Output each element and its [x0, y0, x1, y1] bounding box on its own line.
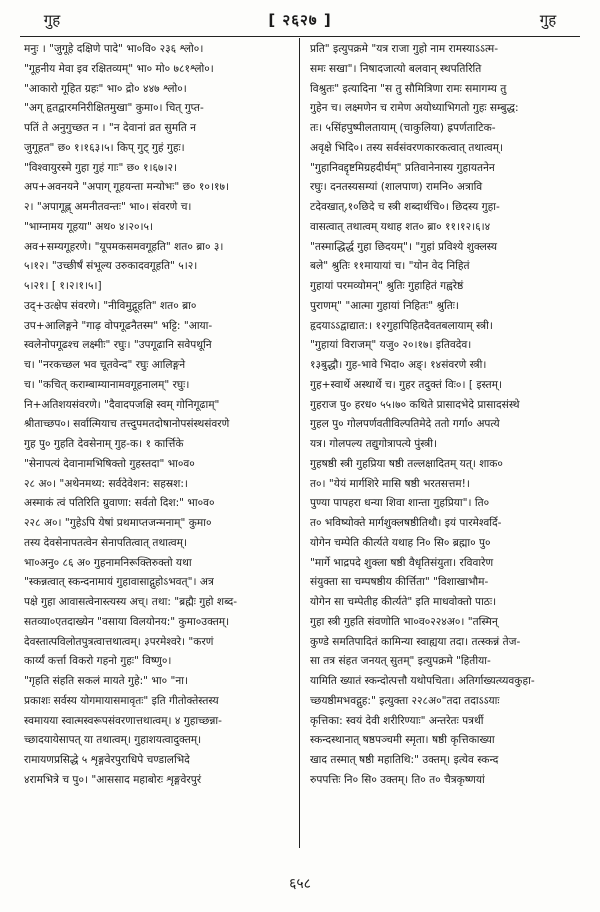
- text-line: रुपपत्तिः नि० सि० उक्तम्। ति० त० चैत्रकृष्णयां: [310, 773, 485, 786]
- text-line: "अग् हृतद्वारमनिरीक्षितमुखा" कुमा०। चित् गुप्त-: [24, 102, 204, 115]
- text-line: ४रामभित्रे च पु०। "आससाद महाबोरः शृङ्गवेरपुरं: [24, 773, 202, 786]
- text-line: गुहराज पु० हरध० ५५।७० कथिते प्रासादभेदे प्रासादसंस्थे: [310, 398, 520, 411]
- text-line: पक्षे गुहा आवासत्वेनास्त्यस्य अच्। तथा: "ब्रह्मैः गुहो शब्द-: [24, 596, 238, 608]
- text-line: च। "नरकच्छल भव चूतवेन्द" रघुः आलिङ्गने: [24, 359, 186, 371]
- text-line: ५।२१। [ १।२।१।५।]: [24, 280, 102, 292]
- right-running-head: गुह: [539, 11, 557, 29]
- text-line: अव+सम्यगूहरणे। "यूपमकसमवगूहति" शत० ब्रा० ३।: [24, 240, 224, 253]
- text-line: टदेवखात्,१०छिदे च स्त्री शब्दार्थचि०। छिदस्य गुहा-: [310, 201, 500, 213]
- text-line: "स्कन्नत्वात् स्कन्दनामायं गुहावासाद्गुहोऽभवत्"। अत्र: [24, 576, 214, 589]
- text-line: २२८ अ०। "गुहेऽपि येषां प्रथमाप्तजन्मनाम्" कुमा०: [24, 517, 212, 529]
- text-line: "विश्वायुरस्मे गुहा गुहं गाः" छ० १।६७।२।: [24, 161, 178, 174]
- text-line: गुहेन च। लक्ष्मणेन च रामेण अयोध्याभिगतो गुहः सम्बुद्ध:: [310, 102, 519, 115]
- text-line: गुह पु० गुहति देवसेनाम् गुह-क। १ कार्त्तिके: [24, 438, 184, 450]
- text-line: उद्+उत्क्षेप संवरणे। "नीविमुद्गूहति" शत० ब्रा०: [24, 299, 197, 312]
- text-line: कुण्डे समतिपादितं कामिन्या स्वाह्यया तदा। तत्स्कन्नं तेज-: [310, 635, 521, 648]
- text-line: रामायणप्रसिद्धे ५ शृङ्गवेरपुराधिपे चण्डालभिदे: [24, 754, 190, 766]
- text-line: कृत्तिका: स्वयं देवी शरीरिण्याः" अन्तरेतः पत्रर्थी: [310, 714, 484, 727]
- text-line: "सेनापत्यं देवानामभिषिक्तो गुहस्तदा" भा०व०: [24, 457, 195, 470]
- left-running-head: गुह: [43, 11, 61, 29]
- text-line: अप+अवनयने "अपाग् गूहयन्ता मन्योभः" छ० १०।१७।: [24, 181, 229, 194]
- text-line: ५।१२। "उच्छीर्षं संभूल्य उरुकादवगूहति" ५।२।: [24, 260, 198, 273]
- text-line: समः सखा"। निषादजात्यो बलवान् स्थपतिरिति: [310, 62, 482, 75]
- text-line: "गुहानिवद्दृष्टमिग्रहदीर्घम्" प्रतिवानेनास्य गुहायतनेन: [310, 161, 495, 174]
- text-line: गुहायां परमव्योमन्" श्रुतिः गुहाहितं गह्वरेष्ठं: [310, 280, 464, 292]
- text-line: कार्य्यं कर्त्ता विकरो गहनो गुहः" विष्णु०।: [24, 655, 172, 668]
- text-line: च्छयष्ठीमभवद्गुह:" इत्युक्ता २२८अ०"तदा तदाऽऽयाः: [310, 694, 500, 707]
- text-line: "तस्माद्धिर्द्ध गुहा छिदयम्"। "गुहां प्रविश्ये शुक्लस्य: [310, 240, 498, 253]
- text-line: यत्र। गोलपल्य तद्युगोत्रापत्ये पुंस्त्री।: [310, 438, 437, 450]
- text-line: त० भविष्योक्ते मार्गशुक्लषष्ठीतिथौ। इयं पारमेश्वर्दि-: [310, 517, 502, 529]
- text-line: गुह+स्वार्थे अस्थार्थे च। गुहर तदुक्तं विः०। [ इस्तम्।: [310, 378, 503, 391]
- text-line: च्छादयायेसापत् या तथात्वम्। गुहाशयत्वादुक्तम्।: [24, 734, 202, 747]
- text-line: १३बुद्धौ। गुह-भावे भिदा० अङ्। १४संवरणे स्त्री।: [310, 359, 487, 371]
- text-line: गुहा स्त्री गुहति संवणोति भा०व०२२४अ०। "तस्मिन्: [310, 615, 498, 628]
- text-line: देवस्तात्पविलोतपुत्रत्वात्तथात्वम्। ३परमेश्वरे। "करणं: [24, 635, 214, 648]
- page-folio: ६५८: [289, 876, 311, 892]
- text-line: स्वलेनोपगूढश्च लक्ष्मीः" रघुः। "उपगूढानि सवेपथूनि: [24, 339, 212, 352]
- text-line: अस्माकं त्वं पतिरिति ग्रुवाणा: सर्वतो दिश:" भा०व०: [24, 497, 215, 510]
- text-line: गुहषष्ठी स्त्री गुहप्रिया षष्ठी तल्लक्षादितम् यत्। शाक०: [310, 457, 503, 470]
- text-line: २८ अ०। "अथेनमथ्य: सर्वदेवेशन: सहस्रश:।: [24, 477, 188, 490]
- text-line: विश्रुतः" इत्यादिना "स तु सौमित्रिणा रामः समागम्य तु: [310, 82, 507, 95]
- text-line: वासत्वात् तथात्वम् यथाह शत० ब्रा० ११।१२।६।४: [310, 220, 491, 233]
- text-line: सा तत्र संहत जनयत् सुतम्" इत्युपक्रमे "हितीया-: [310, 655, 491, 668]
- text-line: पतिं ते अनुगुच्छत न । "न देवानां व्रत सुमति न: [24, 122, 197, 134]
- text-line: "मार्गे भाद्रपदे शुक्ला षष्ठी वैधृतिसंयुता। रविवारेण: [310, 556, 494, 569]
- text-line: "गुहायां विराजम्" यजु० २०।१७। इतिवदेव।: [310, 339, 472, 352]
- text-line: त०। "येयं मार्गशिरे मासि षष्ठी भरतसत्तम!।: [310, 477, 470, 490]
- text-line: जुगूहत" छ० १।१६३।५। किप् गुट् गुहं गुहः।: [24, 141, 185, 154]
- text-line: मनुः । "जुगूहे दक्षिणे पादे" भा०वि० २३६ श्लो०।: [24, 43, 204, 55]
- text-line: अवृक्षे भिदि०। तस्य सर्वसंवरणकारकत्वात् तथात्वम्।: [310, 141, 503, 154]
- text-line: "गृहति संहति सकलं मायते गुहे:" भा० "ना।: [24, 675, 189, 687]
- text-line: पुण्या पापहरा धन्या शिवा शान्ता गुहप्रिया"। ति०: [310, 497, 490, 510]
- left-column: [24, 40, 292, 850]
- text-line: स्वमायया स्वात्मस्वरूपसंवरणात्तथात्वम्। ४ गुहाच्छन्ना-: [24, 714, 222, 727]
- header-rule: [20, 36, 580, 37]
- text-line: बले" श्रुतिः ११मायायां च। "योन वेद निहितं: [310, 260, 470, 273]
- text-line: योगेन सा चम्पेतीह कीर्त्यते" इति माधवोक्तो पाठः।: [310, 596, 497, 608]
- text-line: रघुः। दनतस्यसम्यां (शालपाण) रामनि० अत्रावि: [310, 181, 483, 194]
- text-line: योगेन चम्पेति कीर्त्यते यथाह नि० सि० ब्रह्मा० पु०: [310, 536, 491, 549]
- text-line: नि+अतिशयसंवरणे। "दैवादपजक्षि स्वम् गोनिगूढाम्": [24, 398, 220, 411]
- text-line: स्कन्दस्थानात् षष्ठपञ्चमी स्मृता। षष्ठी कृत्तिकाख्या: [310, 734, 495, 747]
- text-line: खाद तस्मात् षष्ठी महातिथि:" उक्तम्। इत्येव स्कन्द: [310, 754, 499, 766]
- text-line: प्रति" इत्युपक्रमे "यत्र राजा गुहो नाम रामस्याऽऽत्म-: [310, 43, 499, 55]
- text-line: संयुक्ता सा चम्पषष्ठीय कीर्त्तिता" "विशाखाभौम-: [310, 576, 489, 589]
- text-line: "आकारो गूहित ग्रहः" भा० द्रो० ४४७ श्लो०।: [24, 82, 187, 95]
- text-line: तः। ५सिंहपुष्पीलतायाम् (चाकुलिया) ह्रपर्णताटिक-: [310, 122, 496, 134]
- text-line: २। "अपागूह्न् अमनीतवन्तः" भा०। संवरणे च।: [24, 201, 192, 213]
- text-line: तस्य देवसेनापतत्वेन सेनापतित्वात् तथात्वम्।: [24, 536, 187, 549]
- column-divider: [299, 38, 300, 848]
- text-line: प्रकाशः सर्वस्य योगमायासमावृतः" इति गीतोक्तेस्तस्य: [24, 694, 219, 707]
- right-column: [310, 40, 578, 850]
- text-line: हृदयाऽऽद्वाद्यात:। १२गुहापिहितदैवतबलायाम् स्त्री।: [310, 319, 493, 332]
- text-line: भा०अनु० ८६ अ० गुहनामनिरूक्तिरुक्तो यथा: [24, 556, 192, 569]
- page-number: [ २६२७ ]: [268, 11, 332, 29]
- text-line: गुहल पु० गोलपर्णवतीविल्पतिमेदे ततो गर्गा० अपत्ये: [310, 418, 500, 431]
- text-line: उप+आलिङ्गने "गाढ़ वोपगूढनैतस्म" भट्टि: "आया-: [24, 319, 213, 332]
- text-line: च। "कचित् कराम्बाम्यानामवगूहनालम्" रघुः।: [24, 378, 190, 391]
- text-line: सतव्या०एतदाख्येन "वसाया विलयोनय:" कुमा०उक्तम्।: [24, 615, 230, 628]
- text-line: "गूहनीय मेवा इव रक्षितव्यम्" भा० मो० ७८१श्लो०।: [24, 62, 214, 75]
- text-line: पुराणम्" "आत्मा गुहायां निहितः" श्रुतिः।: [310, 299, 459, 312]
- text-line: "भाग्नामय गूहया" अथ० ४।२०।५।: [24, 220, 154, 233]
- page-header: [22, 8, 578, 32]
- text-line: श्रीताच्छप०। सर्वात्मियाच तत्त्दुपमतदोषानोपसंस्थसंवरणे: [24, 418, 230, 431]
- text-line: यामिति ख्यातं स्कन्दोत्पत्तौ यथोपचिता। अतिर्गाख्यत्य्यवकुहा-: [310, 675, 535, 687]
